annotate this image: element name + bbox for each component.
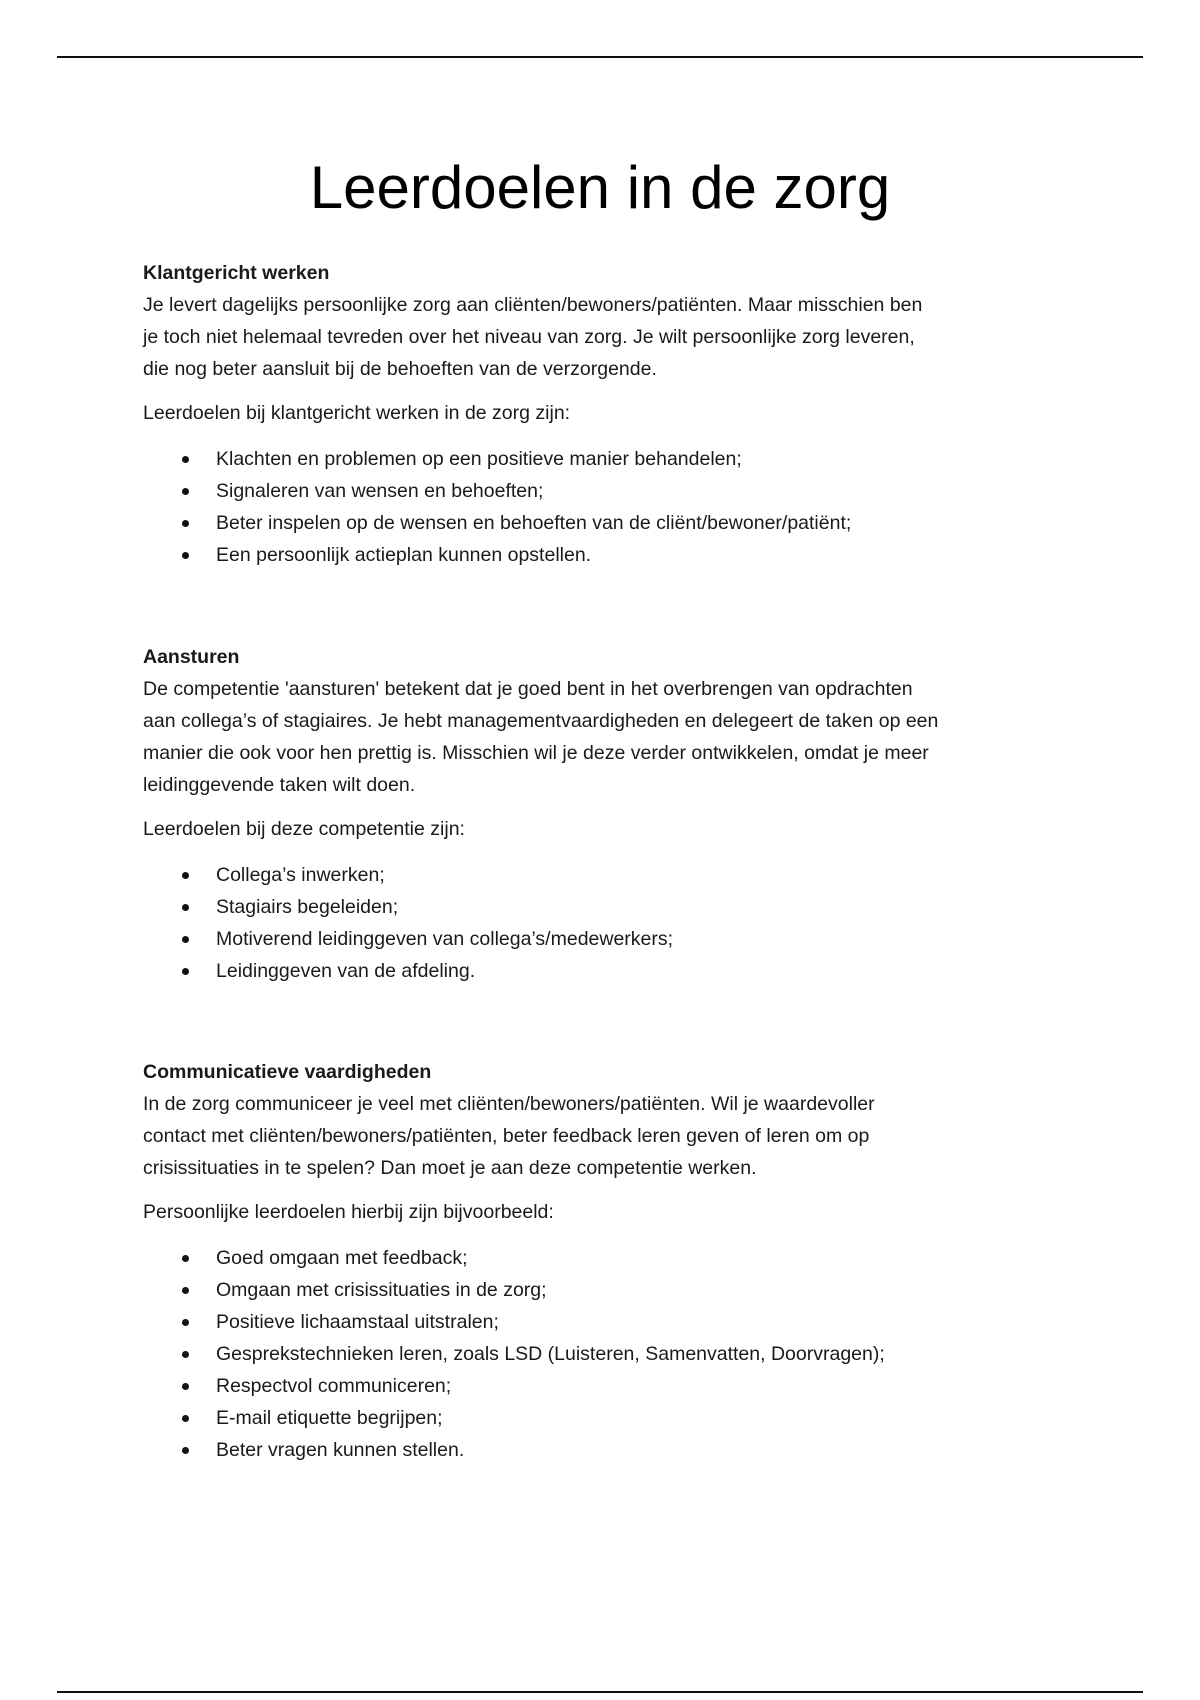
body-line: De competentie 'aansturen' betekent dat je goed bent in het overbrengen van opdrachten <box>143 678 913 700</box>
bullet-icon <box>182 1287 189 1294</box>
section-body <box>143 289 1063 385</box>
list-item <box>143 475 1063 507</box>
section-communicatieve-vaardigheden <box>143 1056 1063 1466</box>
body-line: leidinggevende taken wilt doen. <box>143 774 416 796</box>
bullet-icon <box>182 1255 189 1262</box>
body-line: Je levert dagelijks persoonlijke zorg aan cliënten/bewoners/patiënten. Maar misschien ben <box>143 294 923 316</box>
list-item-text: Beter vragen kunnen stellen. <box>216 1439 465 1461</box>
bullet-icon <box>182 1351 189 1358</box>
list-item-text: Leidinggeven van de afdeling. <box>216 960 476 982</box>
bullet-icon <box>182 456 189 463</box>
list-item-text: Een persoonlijk actieplan kunnen opstellen. <box>216 544 592 566</box>
bottom-divider <box>57 1691 1143 1693</box>
list-item <box>143 1338 1063 1370</box>
section-klantgericht-werken <box>143 257 1063 571</box>
bullet-list <box>143 1242 1063 1466</box>
section-aansturen <box>143 641 1063 987</box>
list-item <box>143 1402 1063 1434</box>
bullet-icon <box>182 1447 189 1454</box>
body-line: manier die ook voor hen prettig is. Misschien wil je deze verder ontwikkelen, omdat je meer <box>143 742 929 764</box>
body-line: crisissituaties in te spelen? Dan moet je aan deze competentie werken. <box>143 1157 757 1179</box>
list-item <box>143 1370 1063 1402</box>
list-intro: Leerdoelen bij deze competentie zijn: <box>143 818 465 840</box>
list-item <box>143 1274 1063 1306</box>
body-line: In de zorg communiceer je veel met cliënten/bewoners/patiënten. Wil je waardevoller <box>143 1093 875 1115</box>
list-item <box>143 443 1063 475</box>
list-item-text: Goed omgaan met feedback; <box>216 1247 468 1269</box>
bullet-icon <box>182 1319 189 1326</box>
bullet-icon <box>182 552 189 559</box>
list-item-text: Signaleren van wensen en behoeften; <box>216 480 544 502</box>
bullet-icon <box>182 1383 189 1390</box>
section-heading: Klantgericht werken <box>143 262 330 284</box>
body-line: die nog beter aansluit bij de behoeften van de verzorgende. <box>143 358 657 380</box>
list-item-text: Klachten en problemen op een positieve manier behandelen; <box>216 448 742 470</box>
list-item <box>143 507 1063 539</box>
list-item-text: Gesprekstechnieken leren, zoals LSD (Luisteren, Samenvatten, Doorvragen); <box>216 1343 885 1365</box>
page-title: Leerdoelen in de zorg <box>309 154 891 221</box>
list-item-text: Collega’s inwerken; <box>216 864 385 886</box>
list-item-text: Omgaan met crisissituaties in de zorg; <box>216 1279 547 1301</box>
list-item <box>143 859 1063 891</box>
list-item-text: Positieve lichaamstaal uitstralen; <box>216 1311 499 1333</box>
list-item <box>143 1306 1063 1338</box>
list-item-text: Beter inspelen op de wensen en behoeften van de cliënt/bewoner/patiënt; <box>216 512 852 534</box>
body-line: je toch niet helemaal tevreden over het niveau van zorg. Je wilt persoonlijke zorg leveren, <box>143 326 915 348</box>
bullet-icon <box>182 1415 189 1422</box>
list-item <box>143 539 1063 571</box>
bullet-icon <box>182 904 189 911</box>
section-body <box>143 1088 1063 1184</box>
list-item-text: E-mail etiquette begrijpen; <box>216 1407 443 1429</box>
body-line: aan collega’s of stagiaires. Je hebt managementvaardigheden en delegeert de taken op een <box>143 710 939 732</box>
body-line: contact met cliënten/bewoners/patiënten, beter feedback leren geven of leren om op <box>143 1125 870 1147</box>
list-item-text: Stagiairs begeleiden; <box>216 896 399 918</box>
list-item <box>143 1434 1063 1466</box>
section-heading: Aansturen <box>143 646 240 668</box>
bullet-icon <box>182 968 189 975</box>
list-intro: Leerdoelen bij klantgericht werken in de zorg zijn: <box>143 402 571 424</box>
list-item <box>143 923 1063 955</box>
bullet-icon <box>182 936 189 943</box>
bullet-icon <box>182 520 189 527</box>
bullet-list <box>143 443 1063 571</box>
top-divider <box>57 56 1143 58</box>
list-item-text: Motiverend leidinggeven van collega’s/medewerkers; <box>216 928 674 950</box>
list-item <box>143 1242 1063 1274</box>
bullet-icon <box>182 872 189 879</box>
list-item <box>143 891 1063 923</box>
section-body <box>143 673 1063 801</box>
list-item-text: Respectvol communiceren; <box>216 1375 452 1397</box>
bullet-list <box>143 859 1063 987</box>
list-intro: Persoonlijke leerdoelen hierbij zijn bijvoorbeeld: <box>143 1201 554 1223</box>
list-item <box>143 955 1063 987</box>
section-heading: Communicatieve vaardigheden <box>143 1061 432 1083</box>
bullet-icon <box>182 488 189 495</box>
